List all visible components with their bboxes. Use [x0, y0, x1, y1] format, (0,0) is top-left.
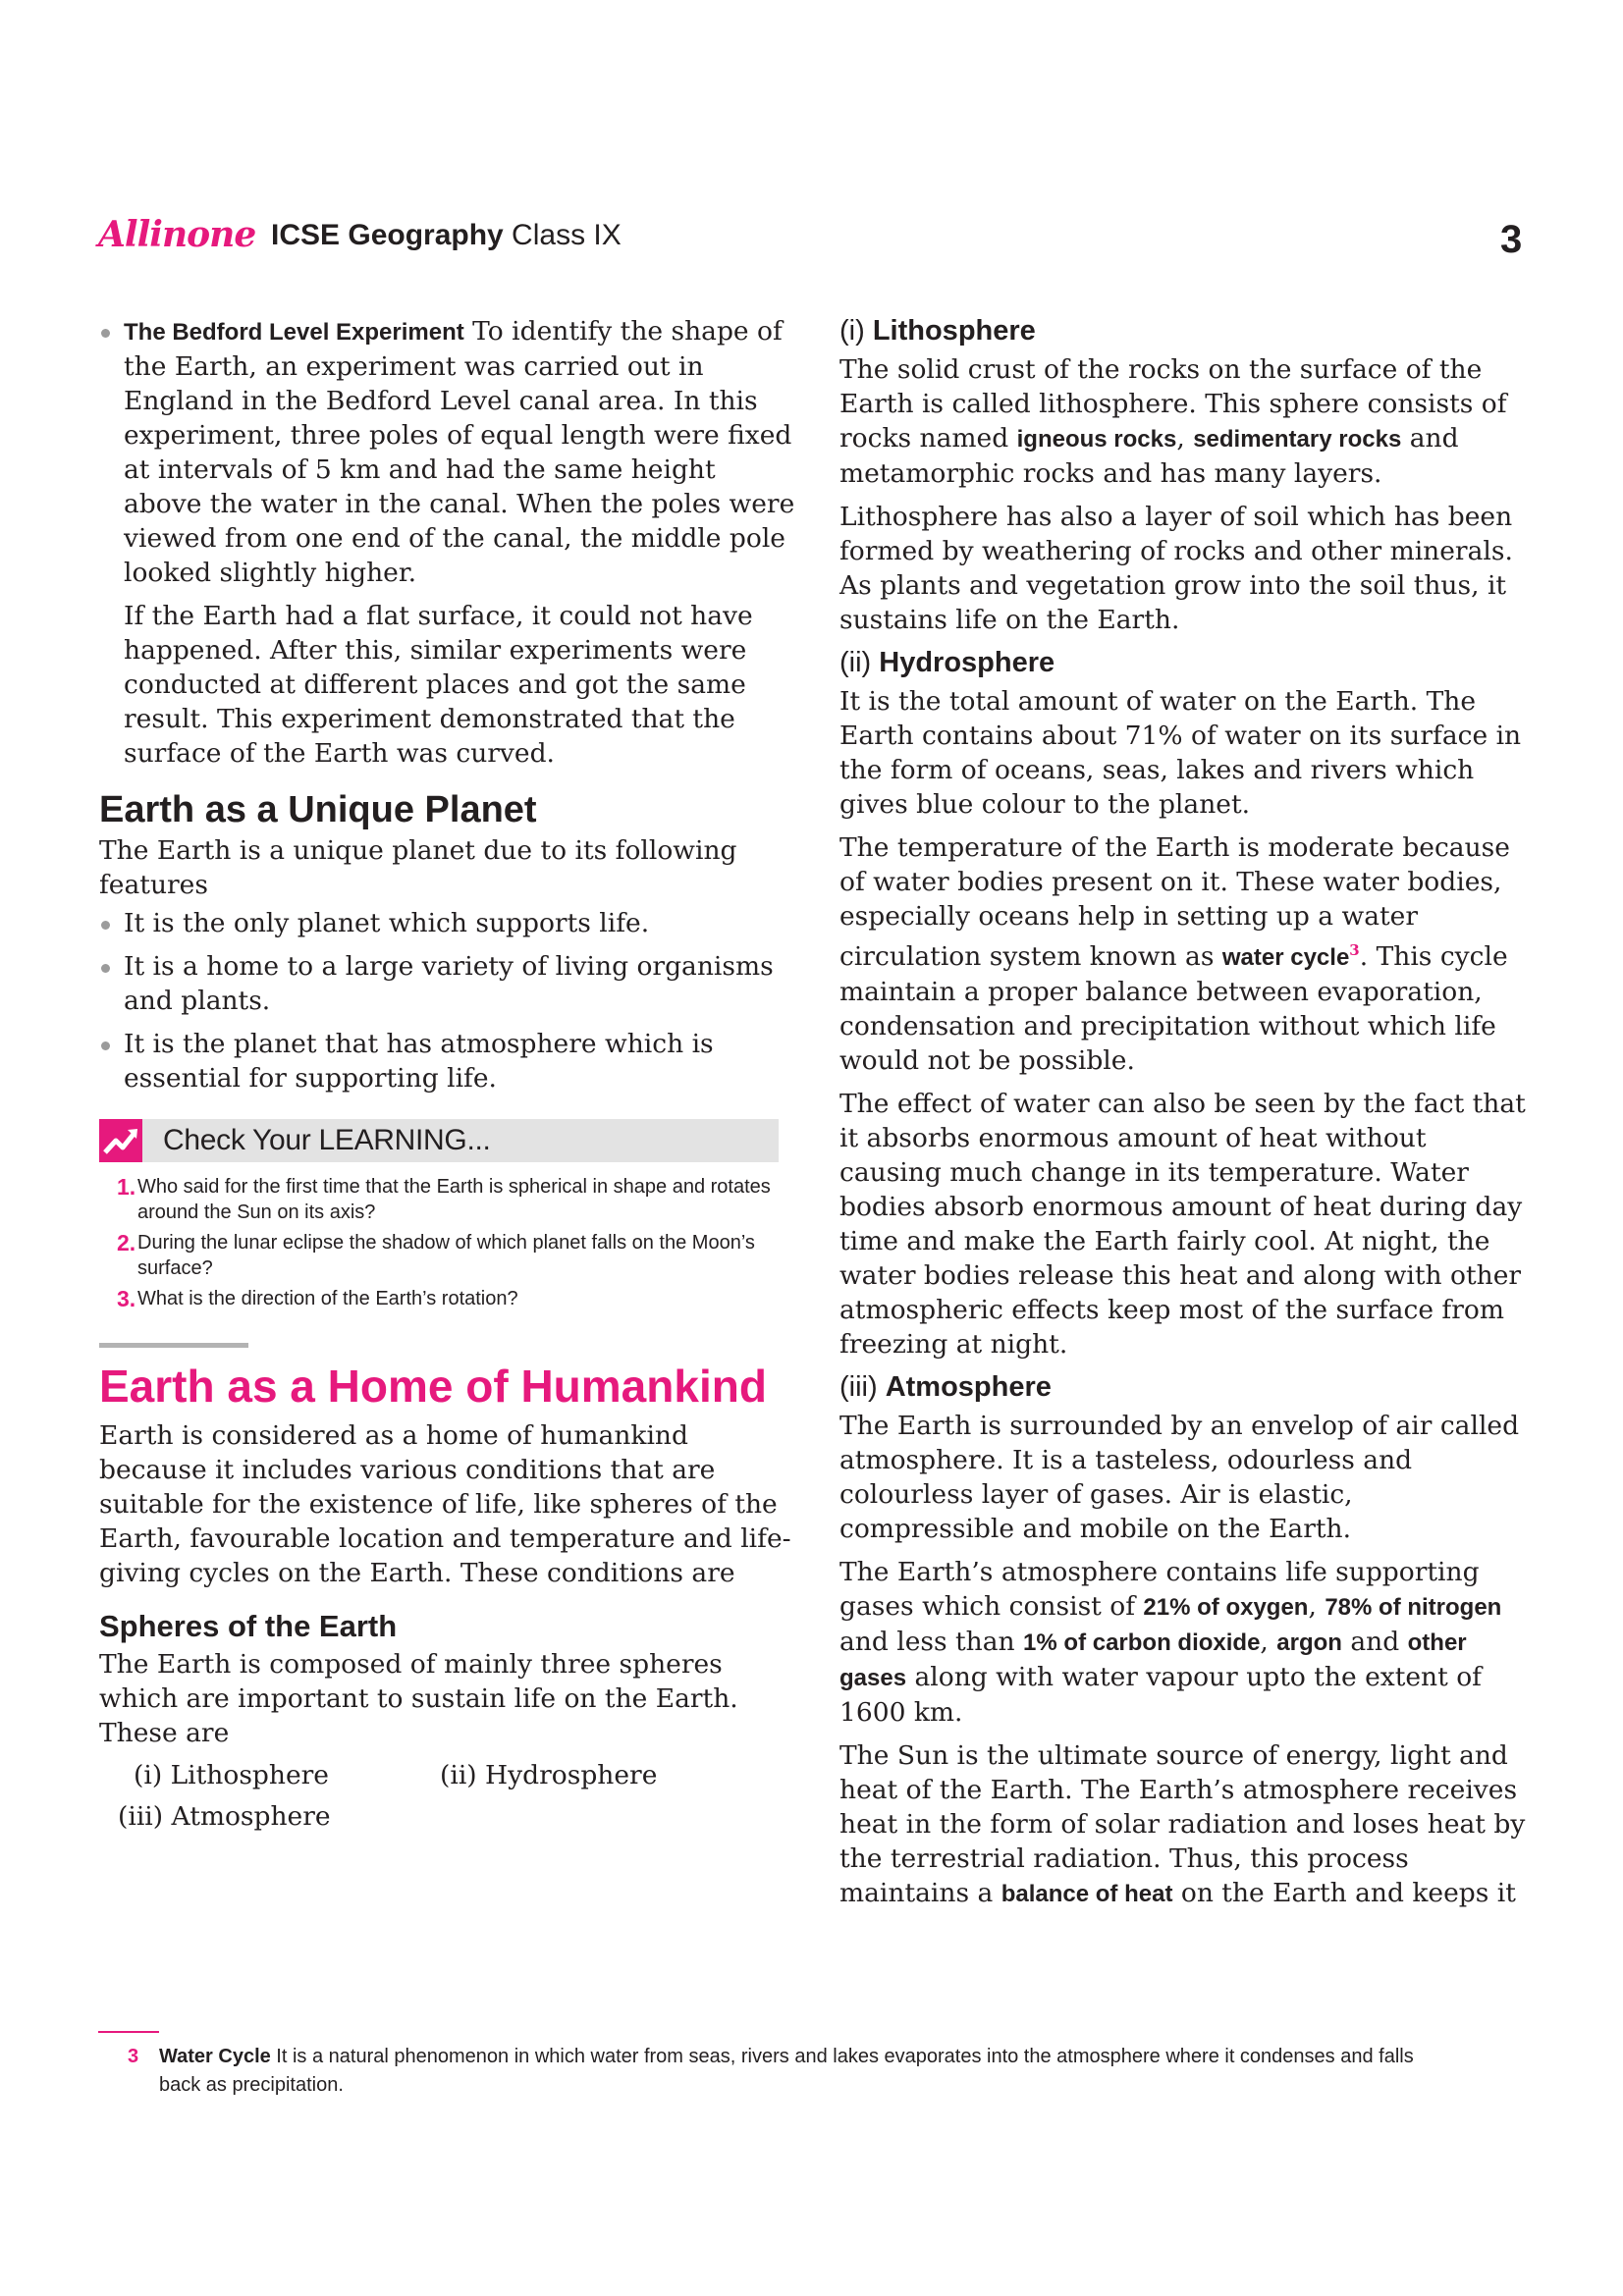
text-run: The temperature of the Earth is moderate because of water bodies present on it. These water bodies, especially oceans help in setting up a water circulation system known as: [839, 832, 1510, 972]
unique-planet-heading: Earth as a Unique Planet: [99, 789, 537, 830]
footnote-text: It is a natural phenomenon in which water from seas, rivers and lakes evaporates into the atmosphere where it condenses and falls back as precipitation.: [159, 2046, 1414, 2096]
hydrosphere-title: Hydrosphere: [879, 647, 1055, 678]
hydrosphere-paragraph-3: The effect of water can also be seen by the fact that it absorbs enormous amount of heat without causing much change in its temperature. Water bodies absorb enormous amount of heat during day time and make the Earth fairly cool. At night, the water bodies release this heat and along with other atmospheric effects keep most of the surface from freezing at night.: [839, 1088, 1526, 1360]
question-item: [99, 1286, 796, 1311]
hydrosphere-number: (ii): [839, 647, 880, 678]
question-text: Who said for the first time that the Earth is spherical in shape and rotates around the Sun on its axis?: [137, 1176, 771, 1223]
sphere-item: (i) Lithosphere: [134, 1760, 329, 1790]
question-number: 2.: [117, 1230, 136, 1255]
page-number: 3: [1500, 218, 1523, 261]
bold-term: 78% of nitrogen: [1325, 1593, 1502, 1621]
bold-term: sedimentary rocks: [1193, 426, 1402, 453]
question-item: [99, 1230, 796, 1281]
text-run: ,: [1260, 1626, 1277, 1657]
bold-term: balance of heat: [1001, 1880, 1173, 1907]
hydrosphere-heading: [839, 646, 1532, 680]
bedford-bullet: [99, 314, 796, 590]
unique-planet-intro: The Earth is a unique planet due to its following features: [99, 835, 737, 900]
lithosphere-heading: [839, 314, 1532, 348]
unique-item: It is the planet that has atmosphere which is essential for supporting life.: [99, 1027, 796, 1095]
lithosphere-number: (i): [839, 315, 873, 347]
question-text: During the lunar eclipse the shadow of which planet falls on the Moon’s surface?: [137, 1232, 755, 1279]
question-text: What is the direction of the Earth’s rotation?: [137, 1288, 518, 1309]
question-list: [99, 1174, 796, 1311]
lithosphere-paragraph-2: Lithosphere has also a layer of soil which has been formed by weathering of rocks and other minerals. As plants and vegetation grow into the soil thus, it sustains life on the Earth.: [839, 502, 1513, 635]
unique-item: It is the only planet which supports life.: [99, 906, 796, 940]
atmosphere-paragraph-3: [839, 1738, 1532, 1911]
footnote-number: 3: [128, 2046, 139, 2067]
bedford-term: The Bedford Level Experiment: [124, 319, 464, 346]
trend-arrow-icon: [99, 1119, 142, 1162]
text-run: and: [1341, 1626, 1408, 1657]
right-column: [839, 314, 1532, 1920]
text-run: The Sun is the ultimate source of energy, light and heat of the Earth. The Earth’s atmosphere receives heat in the form of solar radiation and loses heat by the terrestrial radiation. Thus, this process maintains a: [839, 1739, 1526, 1908]
hydrosphere-paragraph-2: [839, 830, 1532, 1078]
atmosphere-title: Atmosphere: [885, 1370, 1052, 1403]
lithosphere-paragraph-1: [839, 352, 1532, 491]
footnote-reference[interactable]: 3: [1349, 941, 1360, 959]
text-run: on the Earth and keeps it: [1172, 1877, 1516, 1908]
footnote-body: [128, 2043, 1434, 2100]
text-run: ,: [1176, 423, 1194, 454]
spheres-text: The Earth is composed of mainly three spheres which are important to sustain life on the Earth. These are: [99, 1649, 738, 1748]
bold-term: 1% of carbon dioxide: [1023, 1629, 1261, 1656]
lithosphere-title: Lithosphere: [872, 315, 1036, 347]
atmosphere-heading: [839, 1370, 1532, 1405]
bedford-paragraph-2: If the Earth had a flat surface, it could not have happened. After this, similar experiments were conducted at different places and got the same result. This experiment demonstrated that the surface of the Earth was curved.: [124, 601, 753, 769]
book-title: [271, 219, 622, 252]
check-your-learning-title: Check Your LEARNING...: [163, 1124, 491, 1156]
hydrosphere-paragraph-1: It is the total amount of water on the Earth. The Earth contains about 71% of water on its surface in the form of oceans, seas, lakes and rivers which gives blue colour to the planet.: [839, 686, 1522, 820]
footnote-rule: [98, 2031, 159, 2033]
footnote: [128, 2043, 1434, 2100]
home-of-humankind-heading: Earth as a Home of Humankind: [99, 1361, 767, 1412]
section-divider: [99, 1343, 248, 1348]
unique-item: It is a home to a large variety of living organisms and plants.: [99, 949, 796, 1018]
question-item: [99, 1174, 796, 1225]
sphere-item: (iii) Atmosphere: [118, 1801, 331, 1832]
text-run: ,: [1308, 1590, 1325, 1622]
bold-term: igneous rocks: [1016, 426, 1177, 453]
bedford-text: To identify the shape of the Earth, an experiment was carried out in England in the Bedford Level canal area. In this experiment, three poles of equal length were fixed at intervals of 5 km and had the same height above the water in the canal. When the poles were viewed from one end of the canal, the middle pole looked slightly higher.: [124, 316, 795, 588]
book-title-class: Class IX: [503, 219, 622, 251]
question-number: 1.: [117, 1174, 136, 1200]
atmosphere-number: (iii): [839, 1370, 886, 1403]
text-run: . This cycle maintain a proper balance between evaporation, condensation and precipitation without which life would not be possible.: [839, 940, 1508, 1076]
bold-term: other gases: [839, 1629, 1467, 1691]
book-title-subject: ICSE Geography: [271, 219, 504, 251]
bold-term: water cycle: [1221, 943, 1350, 971]
question-number: 3.: [117, 1286, 136, 1311]
text-run: along with water vapour upto the extent of 1600 km.: [839, 1661, 1482, 1728]
check-your-learning-bar: [99, 1119, 779, 1162]
spheres-list: [99, 1754, 796, 1837]
atmosphere-paragraph-2: [839, 1555, 1532, 1730]
text-run: The Earth’s atmosphere contains life supporting gases which consist of: [839, 1556, 1480, 1622]
footnote-term: Water Cycle: [159, 2046, 271, 2067]
spheres-heading: Spheres of the Earth: [99, 1609, 398, 1643]
brand-logo: Allinone: [98, 214, 256, 255]
left-column: [99, 314, 796, 1837]
text-run: and metamorphic rocks and has many layers.: [839, 423, 1459, 489]
text-run: and less than: [839, 1626, 1024, 1657]
sphere-item: (ii) Hydrosphere: [440, 1760, 658, 1790]
bold-term: argon: [1276, 1629, 1342, 1656]
atmosphere-paragraph-1: The Earth is surrounded by an envelop of air called atmosphere. It is a tasteless, odourless and colourless layer of gases. Air is elastic, compressible and mobile on the Earth.: [839, 1410, 1520, 1544]
bold-term: 21% of oxygen: [1143, 1593, 1309, 1621]
text-run: The solid crust of the rocks on the surface of the Earth is called lithosphere. This sphere consists of rocks named: [839, 354, 1507, 454]
home-of-humankind-text: Earth is considered as a home of humankind because it includes various conditions that are suitable for the existence of life, like spheres of the Earth, favourable location and temperature and life-giving cycles on the Earth. These conditions are: [99, 1420, 791, 1588]
